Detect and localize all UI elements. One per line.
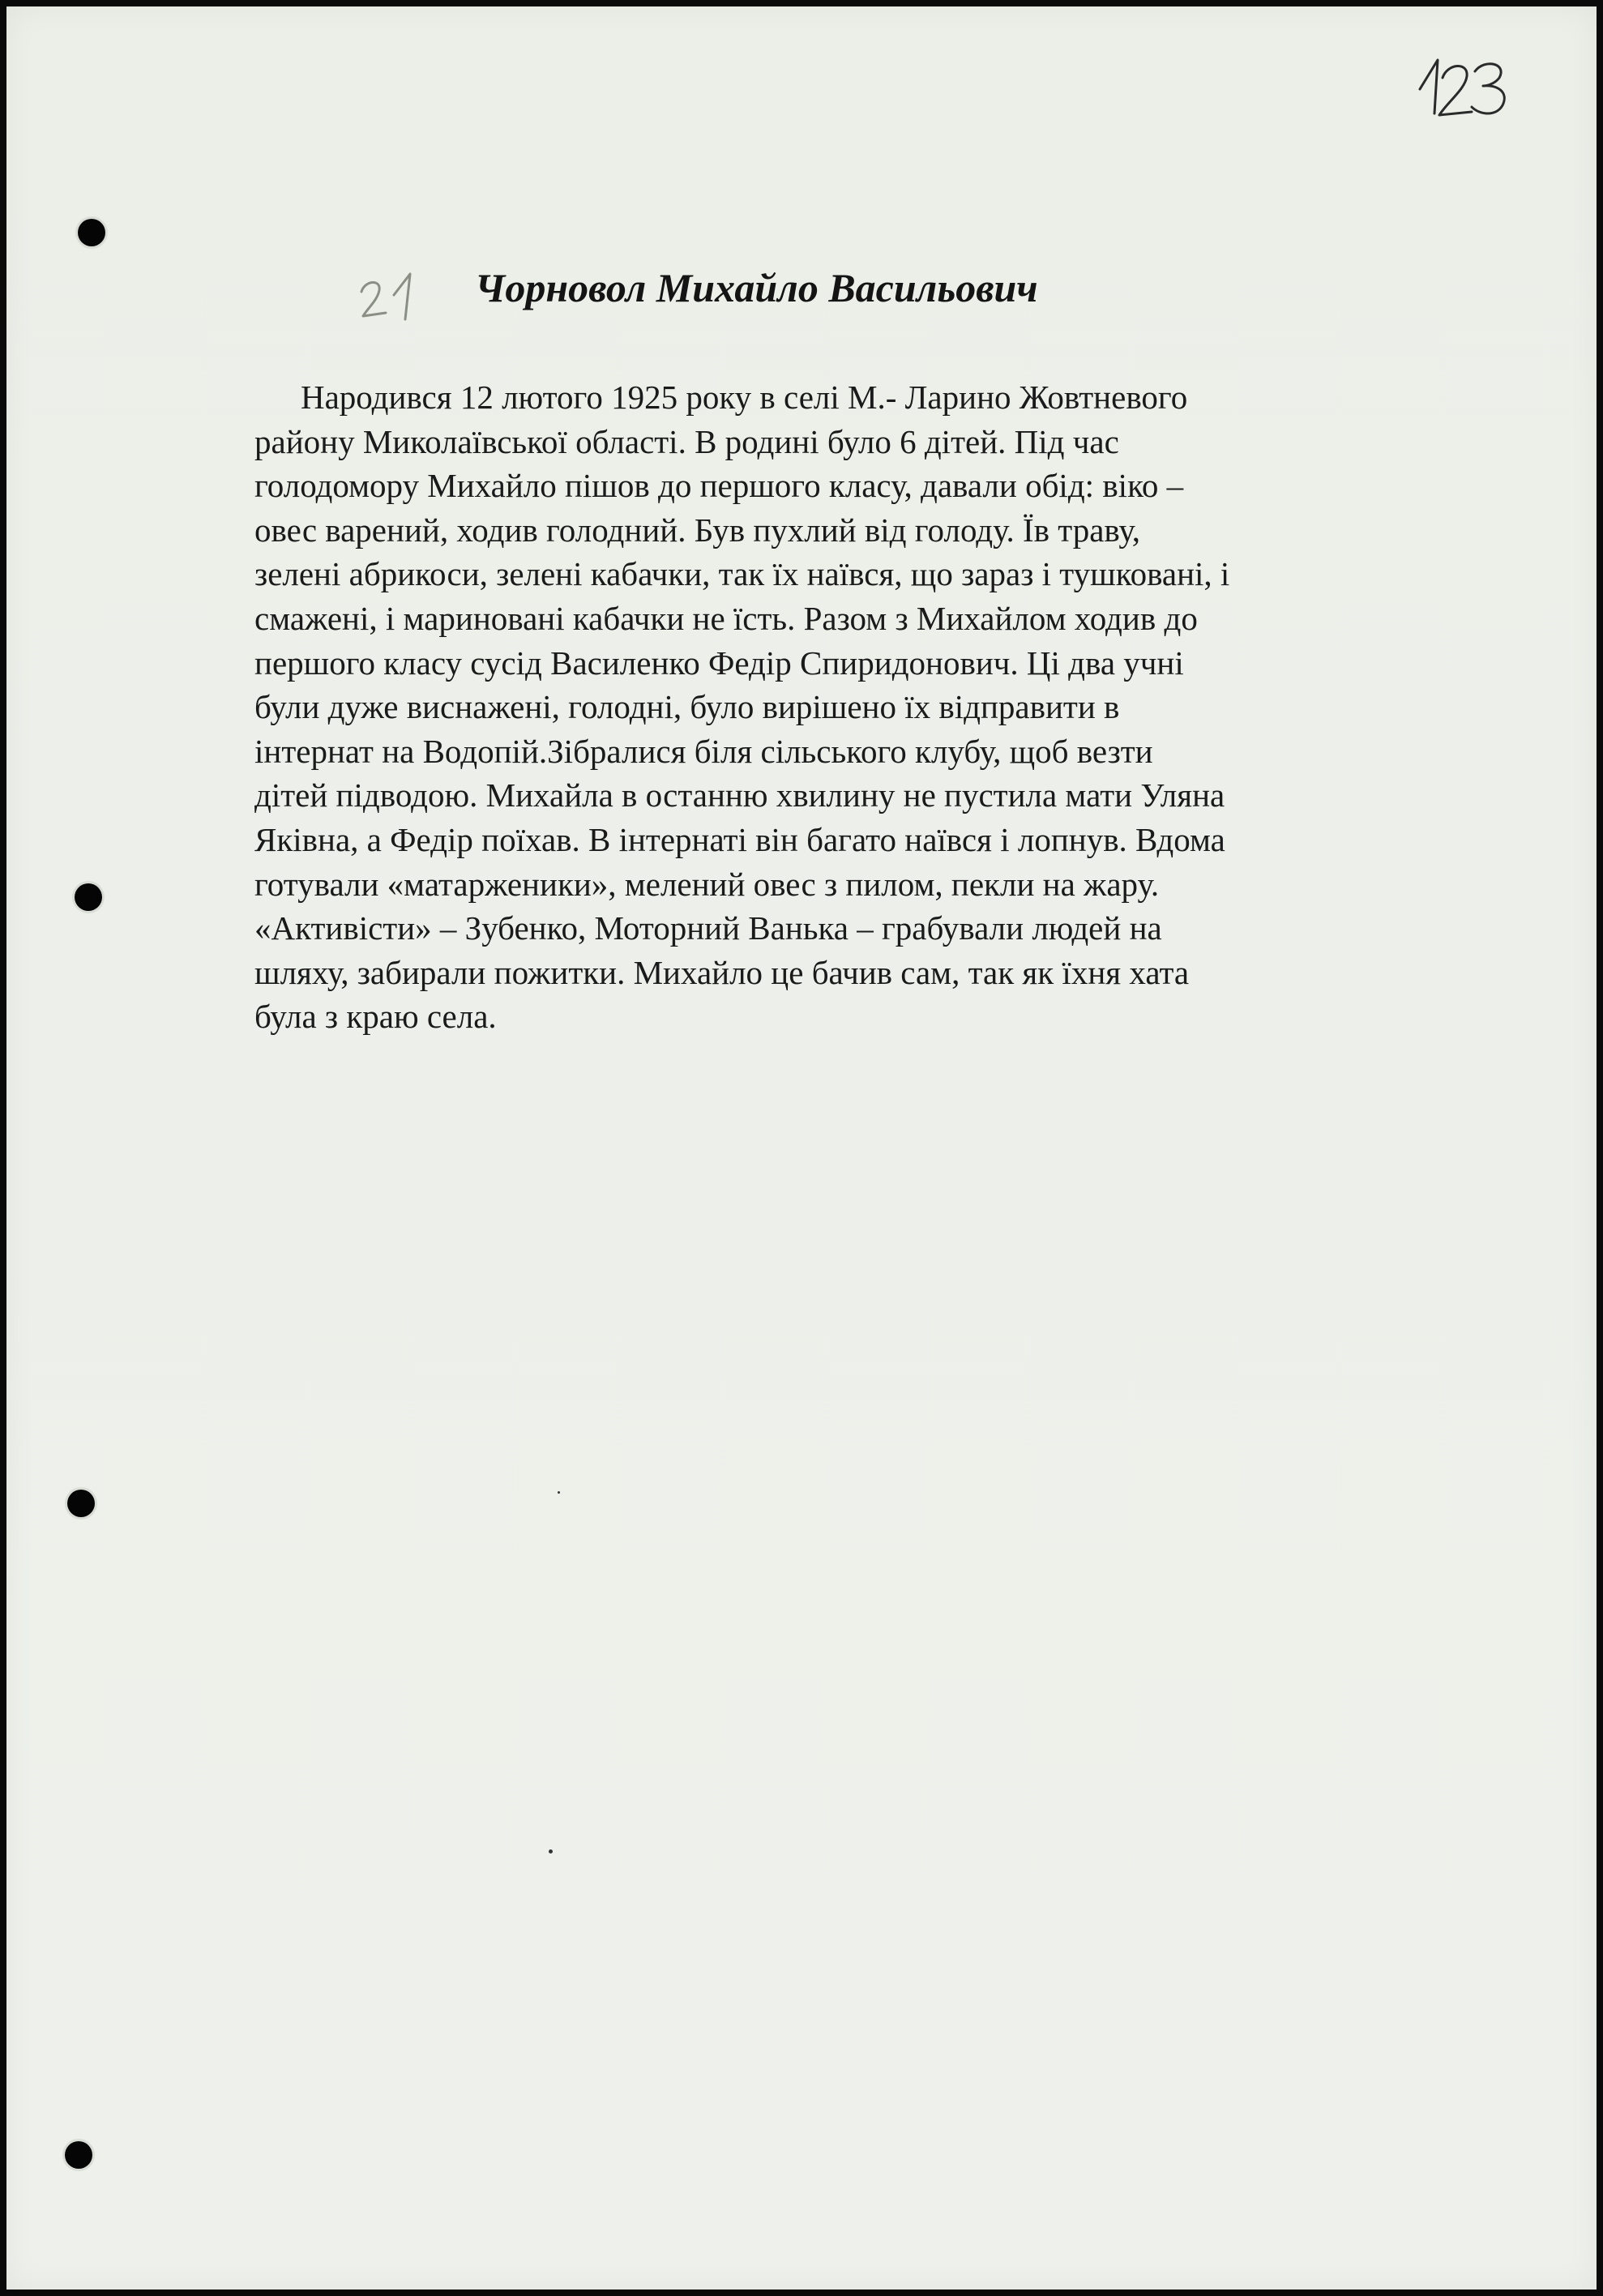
body-line: були дуже виснажені, голодні, було вирішено їх відправити в xyxy=(254,688,1120,726)
punch-hole xyxy=(65,2141,92,2169)
body-line: голодомору Михайло пішов до першого класу, давали обід: віко – xyxy=(254,467,1184,505)
body-line: першого класу сусід Василенко Федір Спиридонович. Ці два учні xyxy=(254,643,1184,682)
body-line: зелені абрикоси, зелені кабачки, так їх наївся, що зараз і тушковані, і xyxy=(254,555,1230,593)
paper-speck xyxy=(558,1491,560,1494)
punch-hole xyxy=(78,219,105,246)
handwritten-page-number xyxy=(1402,42,1524,123)
body-line: району Миколаївської області. В родині було 6 дітей. Під час xyxy=(254,422,1119,460)
paper-speck xyxy=(549,1849,553,1853)
document-body xyxy=(254,375,1405,1039)
body-line: готували «матарженики», мелений овес з пилом, пекли на жару. xyxy=(254,865,1160,903)
body-line: смажені, і мариновані кабачки не їсть. Разом з Михайлом ходив до xyxy=(254,599,1198,637)
body-line: овес варений, ходив голодний. Був пухлий від голоду. Їв траву, xyxy=(254,511,1141,549)
body-line: Народився 12 лютого 1925 року в селі М.- Ларино Жовтневого xyxy=(301,378,1188,416)
body-line: Яківна, а Федір поїхав. В інтернаті він багато наївся і лопнув. Вдома xyxy=(254,820,1225,858)
document-page xyxy=(6,6,1597,2290)
handwritten-entry-number xyxy=(353,263,434,327)
punch-hole xyxy=(75,883,102,911)
document-title: Чорновол Михайло Васильович xyxy=(475,265,1038,310)
body-line: шляху, забирали пожитки. Михайло це бачив сам, так як їхня хата xyxy=(254,953,1190,991)
body-line: «Активісти» – Зубенко, Моторний Ванька – грабували людей на xyxy=(254,909,1162,947)
punch-hole xyxy=(67,1490,95,1517)
body-line: інтернат на Водопій.Зібралися біля сільського клубу, щоб везти xyxy=(254,732,1153,770)
body-line: дітей підводою. Михайла в останню хвилину не пустила мати Уляна xyxy=(254,776,1225,815)
body-line: була з краю села. xyxy=(254,998,497,1036)
